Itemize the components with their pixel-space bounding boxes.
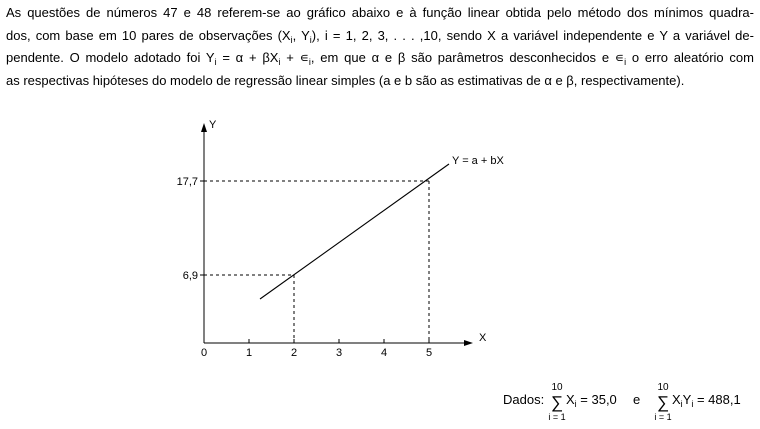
x-tick-label-5: 5 — [425, 347, 433, 359]
text-line-2: dos, com base em 10 pares de observações ($X_i$, $Y_i$), i = 1, 2, 3, . . . ,10, sendo X a variável independente e Y a variável de- — [6, 27, 754, 45]
dados-formula — [503, 382, 741, 422]
dados-label: Dados: — [503, 392, 545, 407]
text-line-4: as respectivas hipóteses do modelo de regressão linear simples (a e b são as estimativas de α e β, respectivamente). — [6, 72, 685, 88]
connector-e: e — [633, 392, 641, 407]
y-axis-arrow — [201, 123, 207, 132]
sum1-lower-limit: i = 1 — [548, 412, 566, 422]
x-tick-label-3: 3 — [335, 347, 343, 359]
sum2-sigma: ∑ — [656, 393, 670, 412]
text-line-3: pendente. O modelo adotado foi $Y_i = \alpha + \beta X_i$ + $∊_i$, em que α e β são parâmetros desconhecidos e $∊_i$ o erro aleatório com — [6, 50, 754, 67]
text-line-1: As questões de números 47 e 48 referem-se ao gráfico abaixo e à função linear obtida pelo método dos mínimos quadra- — [6, 5, 754, 20]
sum1-upper-limit: 10 — [551, 382, 563, 393]
x-axis-label: X — [479, 332, 487, 344]
x-tick-label-1: 1 — [245, 347, 253, 359]
x-tick-label-4: 4 — [380, 347, 388, 359]
y-tick-label-17-7: 17,7 — [176, 176, 198, 188]
y-tick-label-6-9: 6,9 — [182, 270, 198, 282]
x-tick-label-2: 2 — [290, 347, 298, 359]
y-axis-label: Y — [209, 119, 217, 131]
x-axis-arrow — [464, 340, 473, 346]
sum2-lower-limit: i = 1 — [654, 412, 672, 422]
x-tick-label-0: 0 — [200, 347, 208, 359]
sum2-expression: $X_iY_i = 488,1$ — [672, 392, 741, 409]
regression-line-label: Y = a + bX — [452, 155, 504, 167]
x-ticks — [204, 339, 429, 343]
sum1-expression: $X_i = 35,0$ — [566, 392, 617, 409]
x-tick-labels — [201, 347, 432, 359]
regression-line — [260, 164, 449, 299]
sum1-sigma: ∑ — [550, 393, 564, 412]
sum2-upper-limit: 10 — [657, 382, 669, 393]
